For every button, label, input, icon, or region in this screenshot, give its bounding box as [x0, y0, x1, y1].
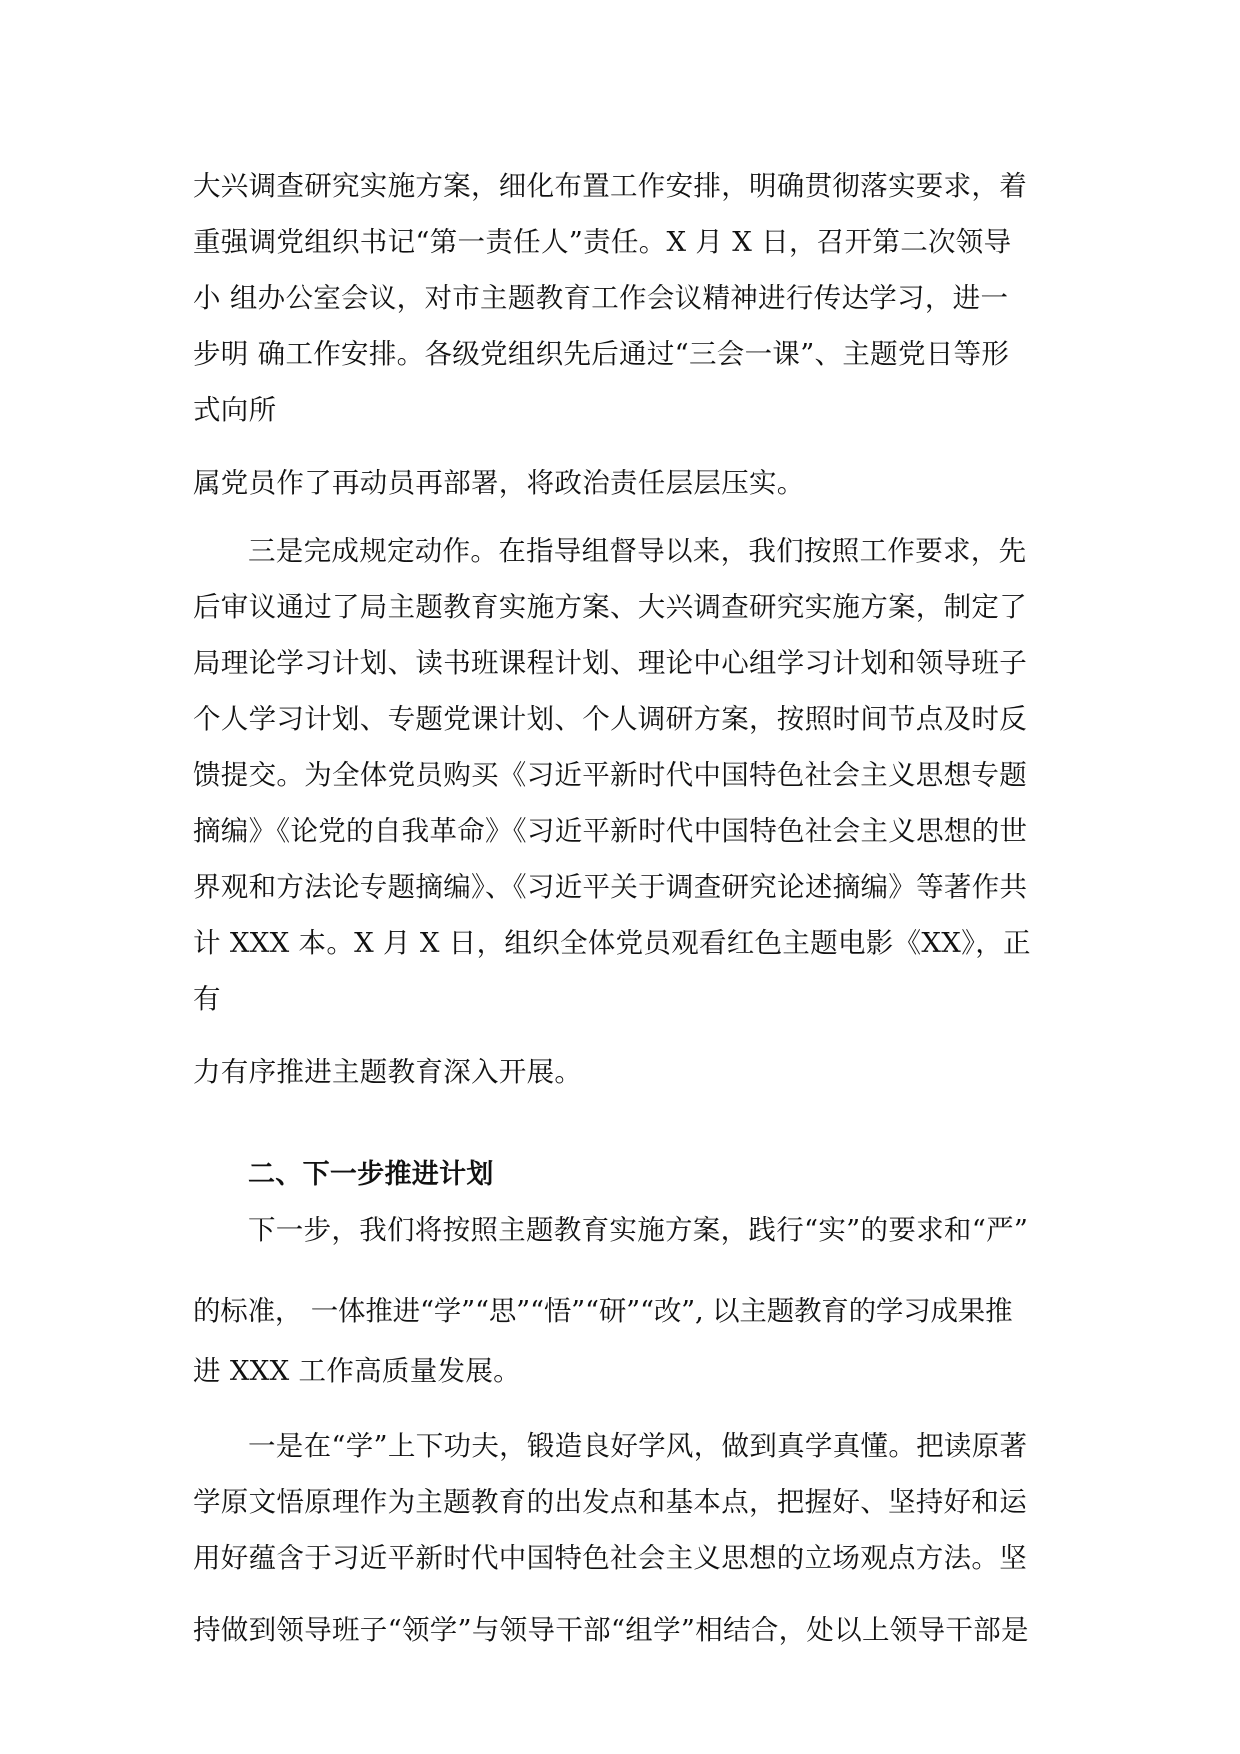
paragraph-line: 用好蕴含于习近平新时代中国特色社会主义思想的立场观点方法。坚 — [193, 1542, 1027, 1574]
paragraph-line: 馈提交。为全体党员购买《习近平新时代中国特色社会主义思想专题 — [193, 759, 1027, 791]
paragraph-line: 下一步，我们将按照主题教育实施方案，践行“实”的要求和“严” — [248, 1214, 1029, 1246]
paragraph-line: 计 XXX 本。X 月 X 日，组织全体党员观看红色主题电影《XX》，正 — [193, 927, 1031, 959]
paragraph-line: 进 XXX 工作高质量发展。 — [193, 1355, 521, 1387]
paragraph-line: 大兴调查研究实施方案，细化布置工作安排，明确贯彻落实要求，着 — [193, 170, 1027, 202]
paragraph-line: 后审议通过了局主题教育实施方案、大兴调查研究实施方案，制定了 — [193, 591, 1027, 623]
paragraph-line: 有 — [193, 983, 221, 1015]
paragraph-line: 摘编》《论党的自我革命》《习近平新时代中国特色社会主义思想的世 — [193, 815, 1028, 847]
paragraph-line: 的标准， 一体推进“学”“思”“悟”“研”“改”, 以主题教育的学习成果推 — [193, 1295, 1013, 1327]
paragraph-line: 界观和方法论专题摘编》、《习近平关于调查研究论述摘编》等著作共 — [193, 871, 1028, 903]
paragraph-line: 持做到领导班子“领学”与领导干部“组学”相结合，处以上领导干部是 — [193, 1614, 1029, 1646]
paragraph-line: 重强调党组织书记“第一责任人”责任。X 月 X 日，召开第二次领导 — [193, 226, 1012, 258]
paragraph-line: 局理论学习计划、读书班课程计划、理论中心组学习计划和领导班子 — [193, 647, 1027, 679]
section-heading: 二、下一步推进计划 — [248, 1159, 494, 1190]
paragraph-line: 个人学习计划、专题党课计划、个人调研方案，按照时间节点及时反 — [193, 703, 1027, 735]
paragraph-line: 一是在“学”上下功夫，锻造良好学风，做到真学真懂。把读原著 — [248, 1430, 1028, 1462]
paragraph-line: 步明 确工作安排。各级党组织先后通过“三会一课”、主题党日等形 — [193, 338, 1010, 370]
paragraph-line: 属党员作了再动员再部署，将政治责任层层压实。 — [193, 467, 805, 499]
paragraph-line: 小 组办公室会议，对市主题教育工作会议精神进行传达学习，进一 — [193, 282, 1009, 314]
paragraph-line: 三是完成规定动作。在指导组督导以来，我们按照工作要求，先 — [248, 535, 1027, 567]
paragraph-line: 学原文悟原理作为主题教育的出发点和基本点，把握好、坚持好和运 — [193, 1486, 1027, 1518]
paragraph-line: 式向所 — [193, 394, 277, 426]
paragraph-line: 力有序推进主题教育深入开展。 — [193, 1056, 583, 1088]
